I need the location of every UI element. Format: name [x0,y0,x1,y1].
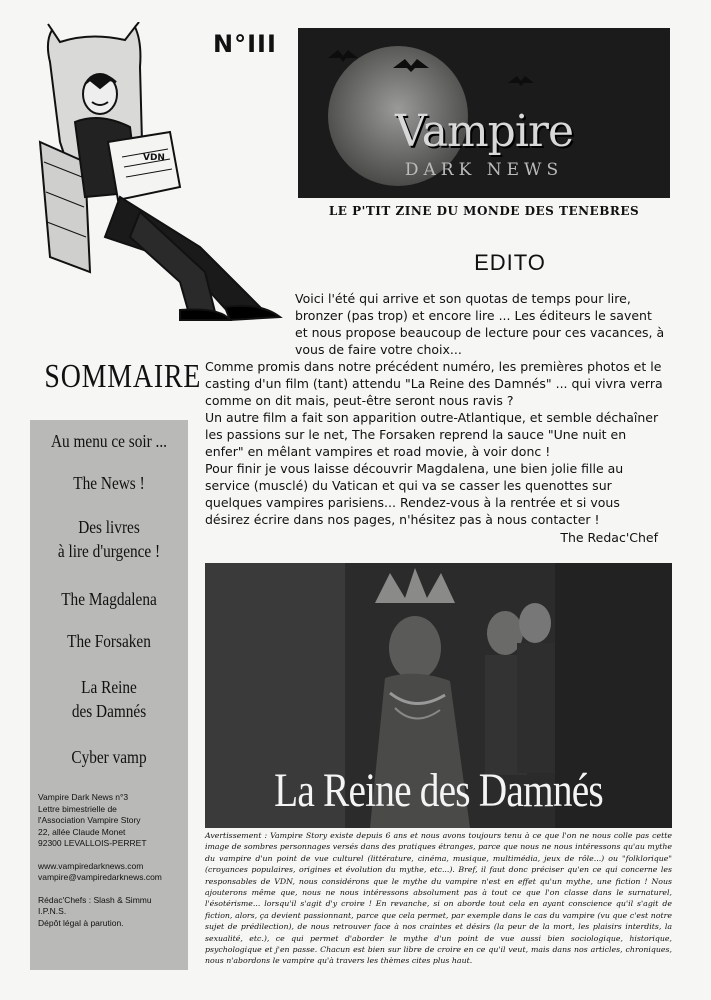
menu-item-reine-line2: des Damnés [71,701,147,721]
email-link[interactable]: vampire@vampiredarknews.com [38,872,162,882]
menu-item-books: Des livres [78,517,140,537]
publication-info [38,792,186,929]
info-line: 22, allée Claude Monet [38,826,126,837]
info-line: Lettre bimestrielle de [38,803,117,814]
sommaire-menu [30,420,188,785]
menu-item-forsaken: The Forsaken [67,631,151,651]
logo-title: Vampire [394,106,573,157]
menu-item-news: The News ! [73,473,145,493]
menu-item-intro: Au menu ce soir ... [51,431,167,451]
info-line: l'Association Vampire Story [38,815,141,825]
tagline: LE P'TIT ZINE DU MONDE DES TENEBRES [328,204,640,218]
issue-number: N°III [213,30,277,58]
vampire-reading-illustration [30,22,285,322]
sommaire-heading: SOMMAIRE [44,358,202,395]
edito-paragraph: Voici l'été qui arrive et son quotas de temps pour lire, bronzer (pas trop) et encore lire ... Les éditeurs le savent et nous propose beaucoup de lecture pour ces vacances, à vous de faire votre choix... [295,291,665,357]
edito-paragraph: Comme promis dans notre précédent numéro, les premières photos et le casting d'un film (tant) attendu "La Reine des Damnés" ... qui vivra verra comme on dit mais, peut-être seront nous ravis ? [205,359,663,408]
sommaire-sidebar [30,420,188,970]
masthead-logo [298,28,670,198]
disclaimer-text: Avertissement : Vampire Story existe depuis 6 ans et nous avons toujours tenu à ce que l'on ne nous colle pas cette image de sombres personnages versés dans des pratiques étranges, parce que nous ne nous intéressons qu'au mythe du vampire d'un point de vue culturel (littérature, cinéma, musique, multimédia, jeux de rôle...) ou "folklorique" (croyances populaires, origines et évolution du mythe, etc...). Bref, il faut donc préciser qu'en ce qui concerne les responsables de VDN, nous considérons que le mythe du vampire n'est en effet qu'un mythe, une fiction ! Nous ajouterons même que, nous ne nous intéressons absolument pas à tout ce que l'on classe dans le surnaturel, l'ésotérisme... lorsqu'il s'agit d'y croire ! En revanche, si on aborde tout cela en ayant conscience qu'il s'agit de fiction, alors, ça devient passionnant, parce que cela permet, par exemple dans le cas du vampire (vu que c'est notre sujet de prédilection), de nous retrouver face à nos craintes et désirs (la peur de la mort, les plaisirs interdits, la sexualité, etc.), ce qui permet d'aborder le mythe d'un point de vue aussi bien sociologique, historique, psychologique et j'en passe. Chacun est bien sur libre de croire en ce qu'il veut, mais dans nos articles, chroniques, nous n'abordons le vampire qu'à travers les thèmes cites plus haut. [205,831,672,966]
edito-heading: EDITO [474,250,546,275]
website-link[interactable]: www.vampiredarknews.com [38,860,144,871]
logo-subtitle: DARK NEWS [404,160,564,180]
info-line: 92300 LEVALLOIS-PERRET [38,838,147,848]
credits-line: Rédac'Chefs : Slash & Simmu [38,894,152,905]
edito-paragraph: Un autre film a fait son apparition outre-Atlantique, et semble déchaîner les passions sur le net, The Forsaken reprend la sauce "Une nuit en enfer" en mêlant vampires et road movie, à voir donc ! [205,410,659,459]
edito-signature: The Redac'Chef [560,530,658,545]
menu-item-reine: La Reine [81,677,137,697]
credits-line: I.P.N.S. [38,906,67,916]
feature-title: La Reine des Damnés [274,764,603,817]
credits-line: Dépôt légal à parution. [38,917,124,928]
menu-item-books-line2: à lire d'urgence ! [57,541,161,561]
feature-photo [205,563,672,828]
menu-item-magdalena: The Magdalena [61,589,157,609]
illustration-badge: VDN [143,153,165,163]
info-line: Vampire Dark News n°3 [38,792,129,802]
edito-paragraph: Pour finir je vous laisse découvrir Magdalena, une bien jolie fille au service (musclé) du Vatican et qui va se casser les quenottes sur quelques vampires parisiens... Rendez-vous à la rentrée et si vous désirez écrire dans nos pages, n'hésitez pas à nous contacter ! [205,461,624,527]
menu-item-cybervamp: Cyber vamp [71,747,147,767]
edito-body [205,290,667,528]
